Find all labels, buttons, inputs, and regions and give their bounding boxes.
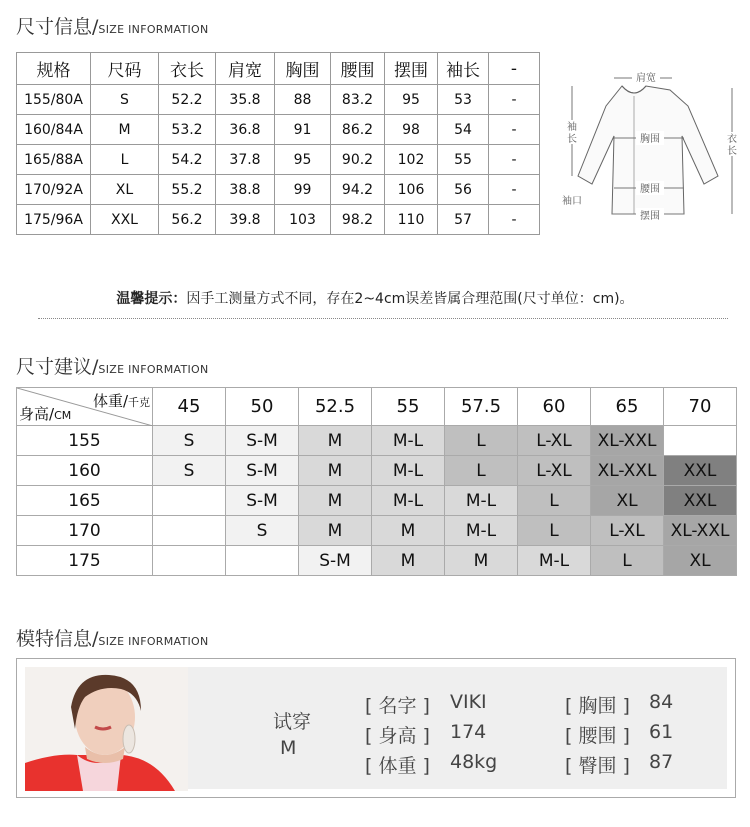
size-table-cell: 38.8 xyxy=(216,175,275,205)
size-table-cell: 36.8 xyxy=(216,115,275,145)
size-suggestion-cell: M xyxy=(299,516,372,546)
size-table xyxy=(16,52,540,235)
size-suggestion-cell: L-XL xyxy=(518,456,591,486)
size-table-cell: 52.2 xyxy=(159,85,216,115)
size-table-cell: - xyxy=(489,205,540,235)
size-table-cell: 35.8 xyxy=(216,85,275,115)
size-table-cell: 54.2 xyxy=(159,145,216,175)
size-suggestion-cell: M-L xyxy=(372,426,445,456)
header-cell: - xyxy=(489,53,540,85)
height-cell: 155 xyxy=(17,426,153,456)
size-suggestion-cell: M xyxy=(299,426,372,456)
size-suggestion-cell: L xyxy=(518,516,591,546)
recommend-row xyxy=(17,426,737,456)
size-suggestion-cell: L xyxy=(591,546,664,576)
size-suggestion-cell: S-M xyxy=(226,426,299,456)
size-suggestion-cell: M xyxy=(372,546,445,576)
size-suggestion-cell xyxy=(664,426,737,456)
label-hem: 摆围 xyxy=(640,211,660,222)
size-table-cell: 170/92A xyxy=(17,175,91,205)
size-table-row xyxy=(17,145,540,175)
size-suggestion-cell: L xyxy=(445,456,518,486)
model-field-label: [ 身高 ] xyxy=(365,725,430,747)
height-cell: 160 xyxy=(17,456,153,486)
size-suggestion-cell xyxy=(153,546,226,576)
size-table-cell: 39.8 xyxy=(216,205,275,235)
size-suggestion-cell xyxy=(226,546,299,576)
size-table-row xyxy=(17,85,540,115)
model-field-label: [ 体重 ] xyxy=(365,755,430,777)
model-field-label: [ 胸围 ] xyxy=(565,695,630,717)
model-field-value: 174 xyxy=(450,721,487,743)
size-suggestion-cell: M-L xyxy=(372,486,445,516)
size-table-cell: 56.2 xyxy=(159,205,216,235)
header-cell: 衣长 xyxy=(159,53,216,85)
size-table-cell: 37.8 xyxy=(216,145,275,175)
size-table-row xyxy=(17,115,540,145)
weight-header-cell: 55 xyxy=(372,388,445,426)
header-cell: 胸围 xyxy=(275,53,331,85)
size-suggestion-cell: S-M xyxy=(226,456,299,486)
model-photo xyxy=(25,667,188,791)
size-table-header xyxy=(17,53,540,85)
recommend-header xyxy=(17,388,737,426)
label-sleeve-2: 长 xyxy=(567,134,577,145)
recommend-row xyxy=(17,546,737,576)
size-table-cell: - xyxy=(489,115,540,145)
weight-header-cell: 60 xyxy=(518,388,591,426)
header-cell: 腰围 xyxy=(331,53,385,85)
size-table-cell: S xyxy=(91,85,159,115)
height-unit: CM xyxy=(54,409,72,422)
size-suggestion-cell: S xyxy=(153,456,226,486)
size-table-cell: 55.2 xyxy=(159,175,216,205)
header-cell: 袖长 xyxy=(438,53,489,85)
size-suggestion-cell: S-M xyxy=(299,546,372,576)
recommend-row xyxy=(17,516,737,546)
size-table-cell: 95 xyxy=(385,85,438,115)
model-portrait xyxy=(25,667,188,791)
size-table-cell: 102 xyxy=(385,145,438,175)
corner-cell xyxy=(17,388,153,426)
size-suggestion-cell: M-L xyxy=(445,486,518,516)
title-slash: / xyxy=(92,16,99,38)
size-info-title-en: SIZE INFORMATION xyxy=(98,23,209,36)
size-table-cell: 155/80A xyxy=(17,85,91,115)
size-suggestion-cell: XXL xyxy=(664,456,737,486)
model-field-label: [ 腰围 ] xyxy=(565,725,630,747)
size-suggestion-cell: L-XL xyxy=(591,516,664,546)
header-cell: 摆围 xyxy=(385,53,438,85)
size-table-cell: 98.2 xyxy=(331,205,385,235)
weight-header-cell: 70 xyxy=(664,388,737,426)
size-suggestion-cell: M xyxy=(372,516,445,546)
size-table-cell: 55 xyxy=(438,145,489,175)
size-table-cell: 54 xyxy=(438,115,489,145)
size-suggestion-cell: M xyxy=(299,486,372,516)
size-suggestion-cell: S-M xyxy=(226,486,299,516)
label-sleeve-1: 袖 xyxy=(567,122,577,133)
label-length-2: 长 xyxy=(727,146,737,157)
size-table-cell: - xyxy=(489,85,540,115)
model-info-title-en: SIZE INFORMATION xyxy=(98,635,209,648)
size-info-title-cn: 尺寸信息 xyxy=(16,16,93,38)
size-table-row xyxy=(17,175,540,205)
height-label: 身高/ xyxy=(19,405,55,423)
size-suggestion-cell: L-XL xyxy=(518,426,591,456)
size-info-title xyxy=(16,12,209,39)
size-table-cell: 83.2 xyxy=(331,85,385,115)
size-table-cell: 110 xyxy=(385,205,438,235)
size-suggestion-cell xyxy=(153,486,226,516)
garment-diagram xyxy=(558,66,744,226)
label-cuff: 袖口 xyxy=(562,196,582,207)
label-length-1: 衣 xyxy=(727,134,737,145)
size-table-cell: 53.2 xyxy=(159,115,216,145)
recommend-row xyxy=(17,486,737,516)
size-table-cell: 95 xyxy=(275,145,331,175)
size-suggestion-cell: M xyxy=(299,456,372,486)
size-table-cell: 103 xyxy=(275,205,331,235)
size-table-cell: 57 xyxy=(438,205,489,235)
size-advice-title-cn: 尺寸建议 xyxy=(16,356,93,378)
header-cell: 肩宽 xyxy=(216,53,275,85)
model-field-value: 48kg xyxy=(450,751,498,773)
header-cell: 尺码 xyxy=(91,53,159,85)
size-suggestion-cell: XL xyxy=(591,486,664,516)
size-suggestion-cell: M-L xyxy=(445,516,518,546)
size-table-cell: 56 xyxy=(438,175,489,205)
size-table-cell: 91 xyxy=(275,115,331,145)
tip-line xyxy=(0,288,750,308)
size-table-cell: 88 xyxy=(275,85,331,115)
size-table-cell: 99 xyxy=(275,175,331,205)
recommend-row xyxy=(17,456,737,486)
tip-label: 温馨提示： xyxy=(116,291,187,307)
weight-header-cell: 57.5 xyxy=(445,388,518,426)
size-table-cell: - xyxy=(489,175,540,205)
recommend-table xyxy=(16,387,737,576)
weight-label: 体重/ xyxy=(92,392,128,410)
model-field-label: [ 臀围 ] xyxy=(565,755,630,777)
size-suggestion-cell xyxy=(153,516,226,546)
model-info-box xyxy=(16,658,736,798)
height-cell: 175 xyxy=(17,546,153,576)
size-suggestion-cell: L xyxy=(445,426,518,456)
size-advice-title-en: SIZE INFORMATION xyxy=(98,363,209,376)
weight-header-cell: 65 xyxy=(591,388,664,426)
model-info-title-cn: 模特信息 xyxy=(16,628,93,650)
model-info-title xyxy=(16,624,209,651)
size-table-cell: M xyxy=(91,115,159,145)
size-suggestion-cell: M-L xyxy=(372,456,445,486)
size-advice-title xyxy=(16,352,209,379)
model-field-label: [ 名字 ] xyxy=(365,695,430,717)
size-table-cell: 90.2 xyxy=(331,145,385,175)
size-table-cell: 53 xyxy=(438,85,489,115)
model-field-value: VIKI xyxy=(450,691,487,713)
weight-header-cell: 45 xyxy=(153,388,226,426)
size-table-cell: XXL xyxy=(91,205,159,235)
size-table-cell: XL xyxy=(91,175,159,205)
label-shoulder: 肩宽 xyxy=(636,73,656,84)
size-suggestion-cell: M xyxy=(445,546,518,576)
model-field-value: 84 xyxy=(649,691,674,713)
weight-unit: 千克 xyxy=(128,396,150,409)
weight-header-cell: 50 xyxy=(226,388,299,426)
size-suggestion-cell: XL-XXL xyxy=(591,426,664,456)
size-table-cell: 98 xyxy=(385,115,438,145)
label-waist: 腰围 xyxy=(640,184,660,195)
label-chest: 胸围 xyxy=(640,134,660,145)
size-table-cell: 165/88A xyxy=(17,145,91,175)
size-suggestion-cell: XL-XXL xyxy=(664,516,737,546)
tip-text: 因手工测量方式不同，存在2~4cm误差皆属合理范围(尺寸单位：cm)。 xyxy=(186,291,634,307)
header-cell: 规格 xyxy=(17,53,91,85)
size-suggestion-cell: M-L xyxy=(518,546,591,576)
size-suggestion-cell: XXL xyxy=(664,486,737,516)
height-cell: 170 xyxy=(17,516,153,546)
weight-axis-label xyxy=(93,390,150,411)
model-field-value: 87 xyxy=(649,751,674,773)
size-suggestion-cell: L xyxy=(518,486,591,516)
size-table-cell: 86.2 xyxy=(331,115,385,145)
title-slash: / xyxy=(92,628,99,650)
size-suggestion-cell: S xyxy=(226,516,299,546)
weight-header-cell: 52.5 xyxy=(299,388,372,426)
tryon-label: 试穿 xyxy=(273,711,312,733)
size-table-row xyxy=(17,205,540,235)
size-table-cell: 160/84A xyxy=(17,115,91,145)
size-table-cell: 94.2 xyxy=(331,175,385,205)
model-field-value: 61 xyxy=(649,721,674,743)
size-table-cell: L xyxy=(91,145,159,175)
dotted-divider xyxy=(38,318,728,319)
size-table-cell: - xyxy=(489,145,540,175)
size-table-cell: 175/96A xyxy=(17,205,91,235)
tryon-size: M xyxy=(280,737,297,759)
size-suggestion-cell: XL xyxy=(664,546,737,576)
size-suggestion-cell: S xyxy=(153,426,226,456)
height-axis-label xyxy=(19,403,71,424)
height-cell: 165 xyxy=(17,486,153,516)
size-table-cell: 106 xyxy=(385,175,438,205)
size-suggestion-cell: XL-XXL xyxy=(591,456,664,486)
model-info-panel xyxy=(25,667,727,789)
title-slash: / xyxy=(92,356,99,378)
